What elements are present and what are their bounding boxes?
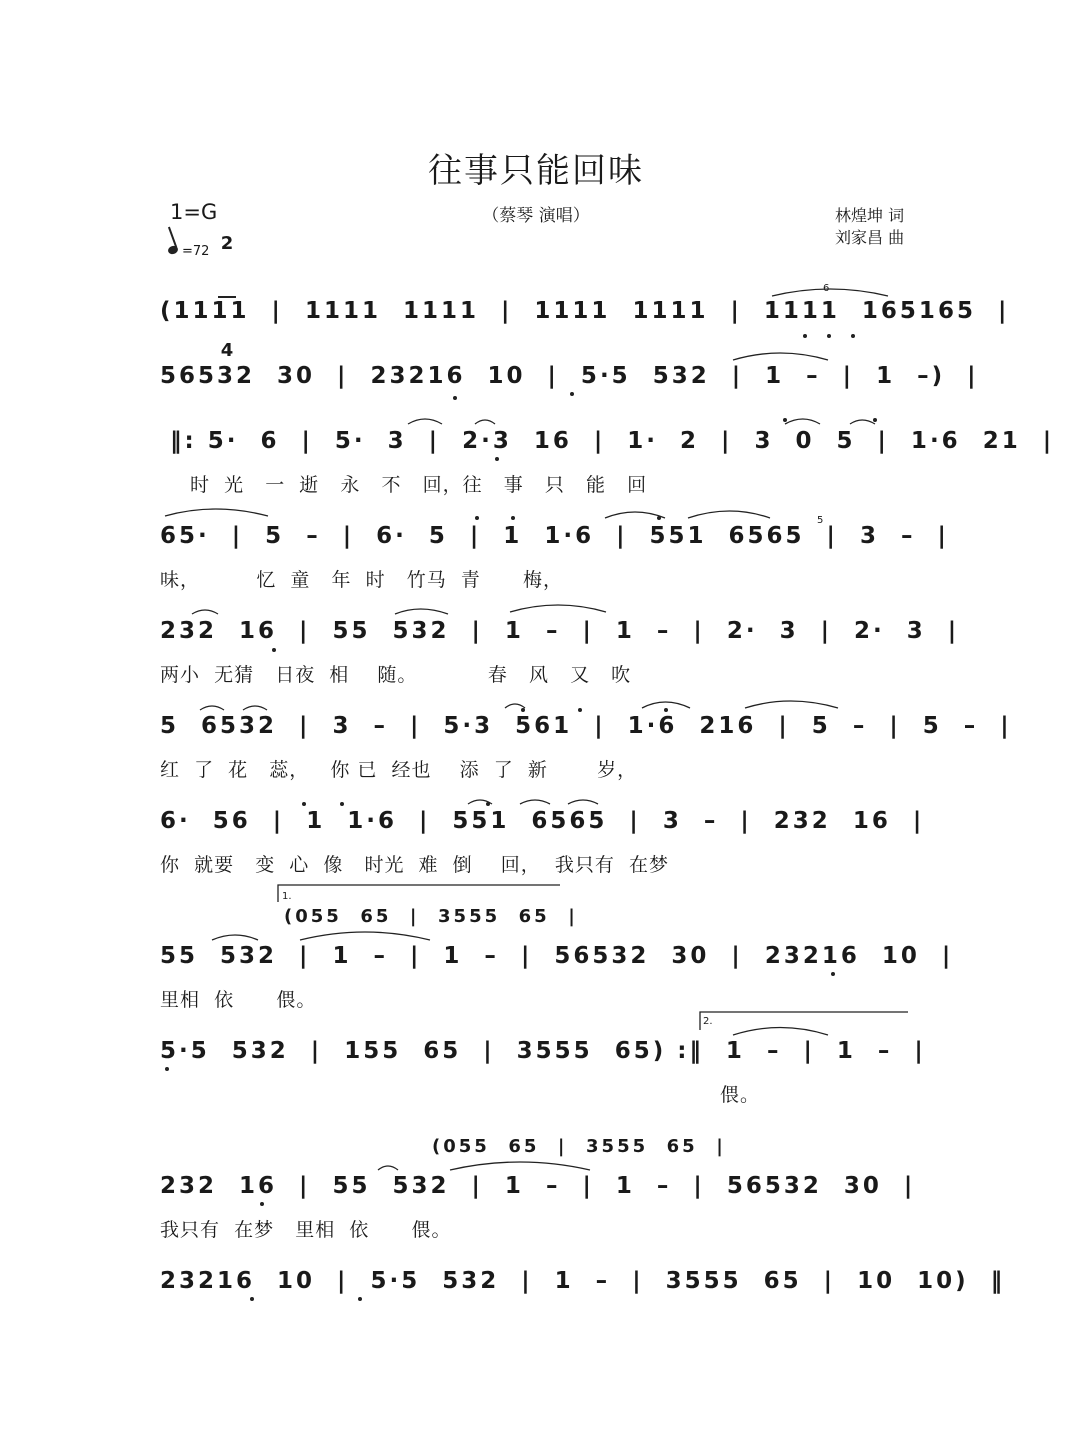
singer-credit: （蔡琴 演唱） [482,206,590,226]
slur-arc [243,706,267,710]
slur-arc [642,702,690,708]
slur-arc [200,706,224,710]
slur-arc [520,800,550,804]
time-signature-bottom: 4 [220,340,234,361]
slur-arc [505,704,525,708]
slur-arc [378,1166,398,1170]
volta-bracket [278,885,560,902]
time-signature-top: 2 [220,233,234,254]
notation-row: 56532 30 | 23216 10 | 5·5 532 | 1 – | 1 –) | [160,363,979,389]
volta-bracket [700,1012,908,1030]
slur-arc [850,420,875,424]
slur-arc [785,419,820,424]
tempo-marking: =72 [182,244,210,259]
lyric-line: 时 光 一 逝 永 不 回，往 事 只 能 回 [190,474,648,496]
tie-arc [300,932,430,940]
slur-arc [192,610,218,614]
grace-note: 5 [817,515,824,526]
notation-row: 65· | 5 – | 6· 5 | 1 1·6 | 551 6565 | 3 – | [160,523,949,549]
tie-arc [745,701,838,708]
lyric-line: 红 了 花 蕊， 你 已 经也 添 了 新 岁， [160,759,638,781]
notation-row: 23216 10 | 5·5 532 | 1 – | 3555 65 | 10 10) ‖ [160,1268,1006,1294]
lyric-line: 两小 无猜 日夜 相 随。 春 风 又 吹 [160,664,632,686]
key-signature: 1=G [170,200,218,224]
lyric-line: 你 就要 变 心 像 时光 难 倒 回， 我只有 在梦 [160,854,669,876]
notation-row: 232 16 | 55 532 | 1 – | 1 – | 2· 3 | 2· 3 | [160,618,960,644]
lyric-line: 味， 忆 童 年 时 竹马 青 梅， [160,569,564,591]
slur-arc [475,420,495,424]
notation-row: 5 6532 | 3 – | 5·3 561 | 1·6 216 | 5 – | 5 – | [160,713,1012,739]
slur-arc [568,800,598,804]
tie-arc [733,353,828,360]
tie-arc [165,509,268,516]
slur-arc [212,935,258,940]
slur-arc [395,609,448,614]
notation-row: ‖: 5· 6 | 5· 3 | 2·3 16 | 1· 2 | 3 0 5 | 1·6 21 | [170,428,1055,454]
notation-row: 5·5 532 | 155 65 | 3555 65) :‖ 1 – | 1 – | [160,1038,926,1064]
page-title: 往事只能回味 [428,151,644,191]
ossia-row: (055 65 | 3555 65 | [432,1136,726,1157]
notation-row: 6· 56 | 1 1·6 | 551 6565 | 3 – | 232 16 | [160,808,925,834]
dot-marks [165,334,877,1301]
slur-arc [605,512,665,518]
lyricist-credit: 林煌坤 词 [835,206,905,225]
ending-marker: 2. [703,1016,713,1027]
slur-arc [688,511,770,518]
tuplet-arc [772,289,888,296]
tie-arc [510,605,606,612]
slur-arc [408,419,442,424]
notation-row: 55 532 | 1 – | 1 – | 56532 30 | 23216 10 | [160,943,954,969]
composer-credit: 刘家昌 曲 [835,228,905,247]
tie-arc [733,1028,828,1036]
lyric-line: 偎。 [720,1084,761,1106]
ending-marker: 1. [282,891,292,902]
tie-arc [450,1162,590,1170]
lyric-line: 我只有 在梦 里相 依 偎。 [160,1219,452,1241]
notation-row: (1111 | 1111 1111 | 1111 1111 | 1111 165165 | [160,298,1010,324]
ossia-row: (055 65 | 3555 65 | [284,906,578,927]
notation-row: 232 16 | 55 532 | 1 – | 1 – | 56532 30 | [160,1173,916,1199]
tuplet-marker: 6 [823,283,830,294]
lyric-line: 里相 依 偎。 [160,989,317,1011]
